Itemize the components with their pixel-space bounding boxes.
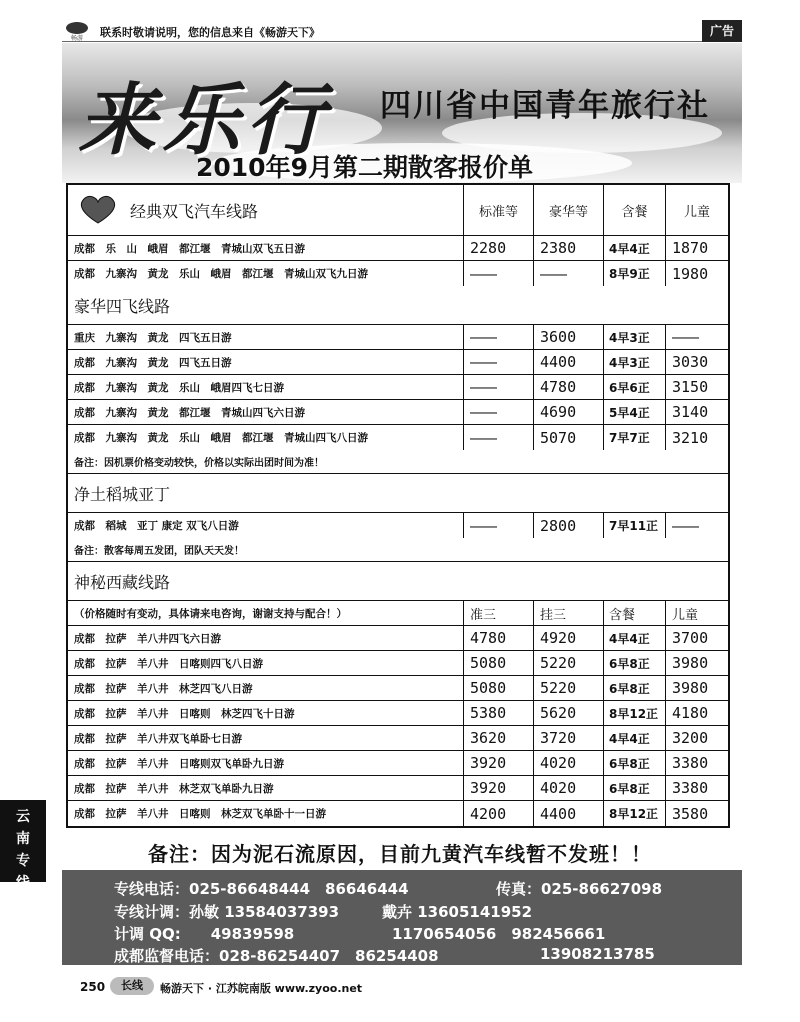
- table-row: [68, 651, 728, 676]
- svg-text:畅游: 畅游: [70, 35, 84, 42]
- planner-dai: 戴卉 13605141952: [382, 903, 533, 921]
- table-row: [68, 375, 728, 400]
- child-price-cell: 3030: [672, 353, 709, 371]
- contact-panel: [62, 870, 742, 965]
- route-cell: 成都 乐 山 峨眉 都江堰 青城山双飞五日游: [68, 236, 464, 260]
- price-a-cell: 2280: [464, 236, 534, 260]
- child-price-cell: 3980: [672, 679, 709, 697]
- supervision-mobile: 13908213785: [540, 945, 655, 963]
- section-heading: 净土稻城亚丁: [68, 474, 728, 513]
- price-b-cell: 5620: [534, 701, 604, 725]
- child-price-cell: 1870: [672, 239, 709, 257]
- meals-cell: 6早8正: [604, 751, 666, 775]
- meals-cell: 6早6正: [604, 375, 666, 399]
- section-note: 备注：因机票价格变动较快，价格以实际出团时间为准！: [68, 450, 728, 474]
- price-a-cell: 4780: [464, 626, 534, 650]
- price-a-cell: 3920: [464, 776, 534, 800]
- table-row: [68, 626, 728, 651]
- meals-cell: 4早4正: [604, 626, 666, 650]
- meals-cell: 8早12正: [604, 701, 666, 725]
- child-price-cell: 3210: [672, 428, 709, 447]
- route-cell: 成都 拉萨 羊八井四飞六日游: [68, 626, 464, 650]
- source-note: 联系时敬请说明，您的信息来自《畅游天下》: [100, 26, 320, 39]
- col-luxury: 豪华等: [534, 185, 604, 235]
- child-price-cell: 3580: [672, 804, 709, 823]
- meals-cell: 5早4正: [604, 400, 666, 424]
- table-row: [68, 676, 728, 701]
- meals-cell: 8早9正: [604, 261, 666, 286]
- price-b-cell: 2800: [534, 513, 604, 538]
- section-heading: 豪华四飞线路: [68, 286, 728, 325]
- price-b-cell: 4400: [534, 801, 604, 826]
- price-a-cell: ———: [464, 375, 534, 399]
- table-row: [68, 425, 728, 450]
- route-cell: 成都 拉萨 羊八井 日喀则 林芝四飞十日游: [68, 701, 464, 725]
- route-cell: 成都 九寨沟 黄龙 都江堰 青城山四飞六日游: [68, 400, 464, 424]
- col-meals: 含餐: [604, 601, 666, 625]
- route-cell: 成都 拉萨 羊八井 日喀则四飞八日游: [68, 651, 464, 675]
- tibet-header: [68, 601, 728, 626]
- price-b-cell: 4400: [534, 350, 604, 374]
- price-a-cell: 5380: [464, 701, 534, 725]
- table-row: [68, 400, 728, 425]
- meals-cell: 6早8正: [604, 776, 666, 800]
- quote-title: 2010年9月第二期散客报价单: [196, 153, 533, 182]
- magazine-logo-icon: [62, 18, 92, 42]
- price-a-cell: 4200: [464, 801, 534, 826]
- route-cell: 成都 九寨沟 黄龙 乐山 峨眉 都江堰 青城山双飞九日游: [68, 261, 464, 286]
- child-price-cell: 3380: [672, 779, 709, 797]
- route-cell: 成都 九寨沟 黄龙 乐山 峨眉四飞七日游: [68, 375, 464, 399]
- route-cell: 成都 九寨沟 黄龙 四飞五日游: [68, 350, 464, 374]
- price-a-cell: ———: [464, 400, 534, 424]
- route-cell: 成都 拉萨 羊八井双飞单卧七日游: [68, 726, 464, 750]
- brand-title: 来乐行: [78, 75, 331, 166]
- table-row: [68, 261, 728, 286]
- price-a-cell: 3920: [464, 751, 534, 775]
- table-row: [68, 513, 728, 538]
- heart-icon: [78, 195, 118, 225]
- route-cell: 成都 拉萨 羊八井 日喀则双飞单卧九日游: [68, 751, 464, 775]
- meals-cell: 4早3正: [604, 350, 666, 374]
- price-b-cell: 2380: [534, 236, 604, 260]
- table-header: [68, 185, 728, 236]
- meals-cell: 4早4正: [604, 726, 666, 750]
- child-price-cell: ———: [672, 516, 700, 535]
- child-price-cell: 4180: [672, 704, 709, 722]
- meals-cell: 6早8正: [604, 676, 666, 700]
- child-price-cell: ———: [672, 328, 700, 346]
- meals-cell: 7早7正: [604, 425, 666, 450]
- planner-sun: 专线计调：孙敏 13584037393: [114, 903, 340, 921]
- section-note: 备注：散客每周五发团，团队天天发！: [68, 538, 728, 562]
- col-child: 儿童: [683, 204, 710, 220]
- col-rated-three: 挂三: [534, 601, 604, 625]
- price-a-cell: ———: [464, 350, 534, 374]
- child-price-cell: 3150: [672, 378, 709, 396]
- page-number: 250: [80, 980, 106, 994]
- table-row: [68, 325, 728, 350]
- child-price-cell: 3200: [672, 729, 709, 747]
- route-cell: 成都 九寨沟 黄龙 乐山 峨眉 都江堰 青城山四飞八日游: [68, 425, 464, 450]
- price-table: [66, 183, 730, 828]
- child-price-cell: 3980: [672, 654, 709, 672]
- child-price-cell: 3700: [672, 629, 709, 647]
- price-b-cell: 4780: [534, 375, 604, 399]
- route-cell: 重庆 九寨沟 黄龙 四飞五日游: [68, 325, 464, 349]
- price-a-cell: 5080: [464, 676, 534, 700]
- price-a-cell: ———: [464, 325, 534, 349]
- mudslide-notice: 备注：因为泥石流原因，目前九黄汽车线暂不发班！！: [148, 842, 652, 866]
- price-b-cell: 4920: [534, 626, 604, 650]
- price-b-cell: 5070: [534, 425, 604, 450]
- price-a-cell: 3620: [464, 726, 534, 750]
- section-heading: 神秘西藏线路: [68, 562, 728, 601]
- price-b-cell: 5220: [534, 676, 604, 700]
- col-child: 儿童: [672, 607, 699, 623]
- table-row: [68, 751, 728, 776]
- col-standard: 标准等: [464, 185, 534, 235]
- price-a-cell: 5080: [464, 651, 534, 675]
- child-price-cell: 3140: [672, 403, 709, 421]
- price-b-cell: 5220: [534, 651, 604, 675]
- price-b-cell: 4020: [534, 776, 604, 800]
- meals-cell: 7早11正: [604, 513, 666, 538]
- table-row: [68, 801, 728, 826]
- fax: 传真：025-86627098: [496, 880, 663, 898]
- meals-cell: 8早12正: [604, 801, 666, 826]
- col-quasi-three: 准三: [464, 601, 534, 625]
- supervision-phone: 成都监督电话：028-86254407 86254408: [114, 947, 439, 965]
- qq-label: 计调 QQ: 49839598: [114, 925, 295, 943]
- price-b-cell: 3600: [534, 325, 604, 349]
- meals-cell: 4早3正: [604, 325, 666, 349]
- meals-cell: 6早8正: [604, 651, 666, 675]
- table-row: [68, 776, 728, 801]
- tibet-note: （价格随时有变动，具体请来电咨询，谢谢支持与配合！）: [68, 601, 464, 625]
- price-a-cell: ———: [464, 261, 534, 286]
- meals-cell: 4早4正: [604, 236, 666, 260]
- price-b-cell: 4690: [534, 400, 604, 424]
- route-cell: 成都 拉萨 羊八井 日喀则 林芝双飞单卧十一日游: [68, 801, 464, 826]
- col-meals: 含餐: [604, 185, 666, 235]
- table-row: [68, 236, 728, 261]
- hotline: 专线电话：025-86648444 86646444: [114, 880, 409, 898]
- price-b-cell: 3720: [534, 726, 604, 750]
- route-cell: 成都 拉萨 羊八井 林芝四飞八日游: [68, 676, 464, 700]
- side-tab: [0, 800, 46, 891]
- price-a-cell: ———: [464, 425, 534, 450]
- price-a-cell: ———: [464, 513, 534, 538]
- route-cell: 成都 稻城 亚丁 康定 双飞八日游: [68, 513, 464, 538]
- price-b-cell: ———: [534, 261, 604, 286]
- agency-name: 四川省中国青年旅行社: [380, 88, 710, 124]
- header-route-cell: [68, 185, 464, 235]
- long-line-tag: 长线: [110, 977, 154, 995]
- table-row: [68, 350, 728, 375]
- price-b-cell: 4020: [534, 751, 604, 775]
- ad-tag: 广告: [702, 20, 742, 42]
- child-price-cell: 3380: [672, 754, 709, 772]
- qq-numbers: 1170654056 982456661: [392, 925, 606, 943]
- route-heading: 经典双飞汽车线路: [130, 201, 259, 221]
- table-row: [68, 726, 728, 751]
- side-tab-label: 云南专线: [16, 809, 30, 891]
- table-row: [68, 701, 728, 726]
- footer-text: 畅游天下 · 江苏皖南版 www.zyoo.net: [160, 982, 363, 995]
- child-price-cell: 1980: [672, 264, 709, 283]
- route-cell: 成都 拉萨 羊八井 林芝双飞单卧九日游: [68, 776, 464, 800]
